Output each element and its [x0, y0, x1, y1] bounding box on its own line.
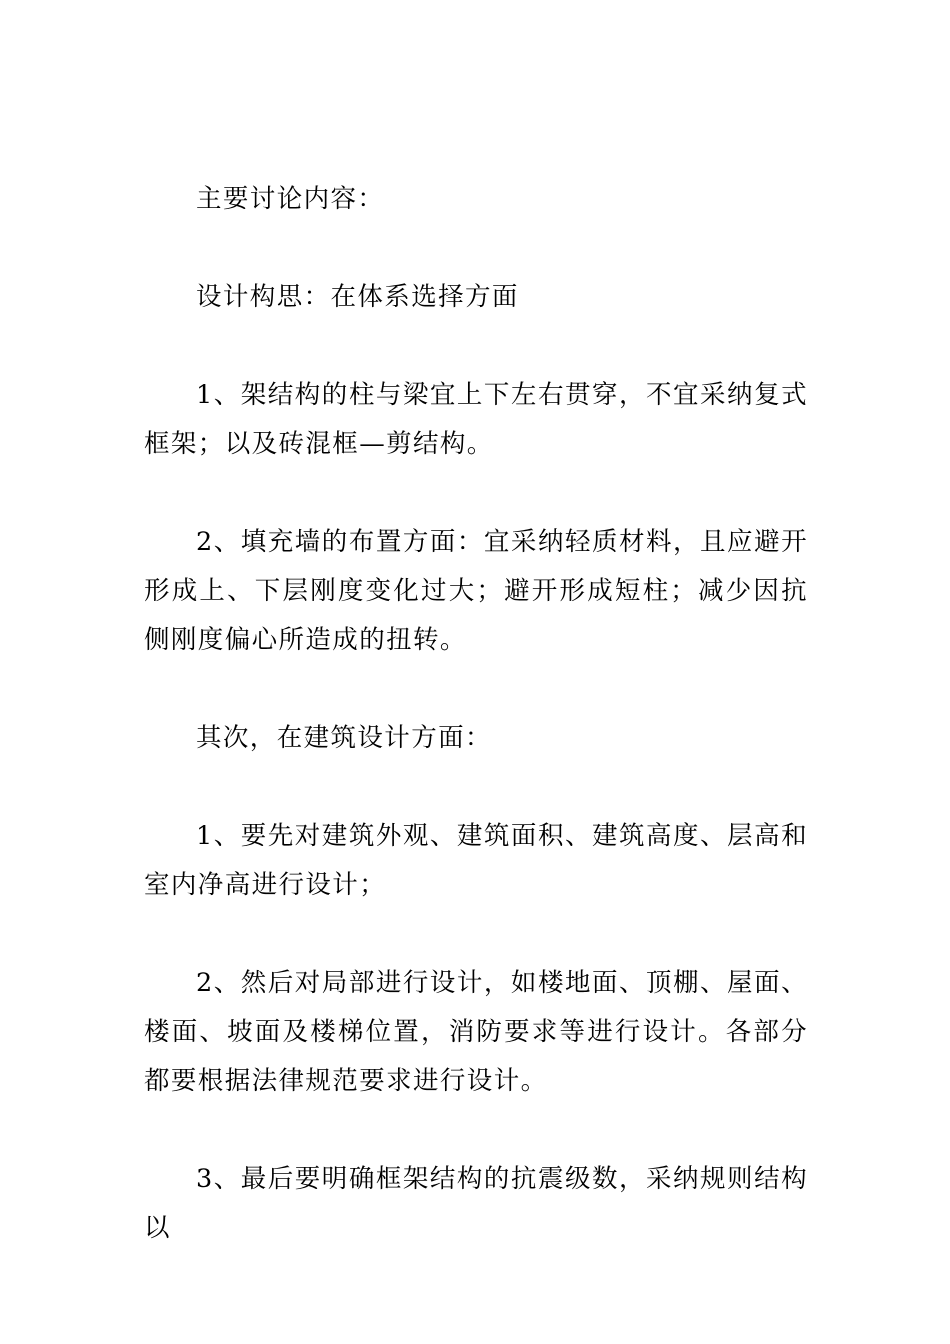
- paragraph-system-item-2: 2、填充墙的布置方面：宜采纳轻质材料，且应避开形成上、下层刚度变化过大；避开形成短柱；减少因抗侧刚度偏心所造成的扭转。: [144, 527, 808, 655]
- paragraph-discussion-heading: 主要讨论内容：: [196, 184, 385, 214]
- paragraph-architecture-item-2: 2、然后对局部进行设计，如楼地面、顶棚、屋面、楼面、坡面及楼梯位置，消防要求等进行设计。各部分都要根据法律规范要求进行设计。: [144, 968, 808, 1096]
- paragraph-design-concept: 设计构思：在体系选择方面: [196, 282, 519, 312]
- paragraph-architecture-item-3: 3、最后要明确框架结构的抗震级数，采纳规则结构以: [144, 1164, 808, 1243]
- paragraph-architecture-item-1: 1、要先对建筑外观、建筑面积、建筑高度、层高和室内净高进行设计；: [144, 821, 808, 900]
- paragraph-system-item-1: 1、架结构的柱与梁宜上下左右贯穿，不宜采纳复式框架；以及砖混框—剪结构。: [144, 380, 808, 459]
- paragraph-architecture-heading: 其次，在建筑设计方面：: [196, 723, 492, 753]
- document-body: [144, 175, 808, 1302]
